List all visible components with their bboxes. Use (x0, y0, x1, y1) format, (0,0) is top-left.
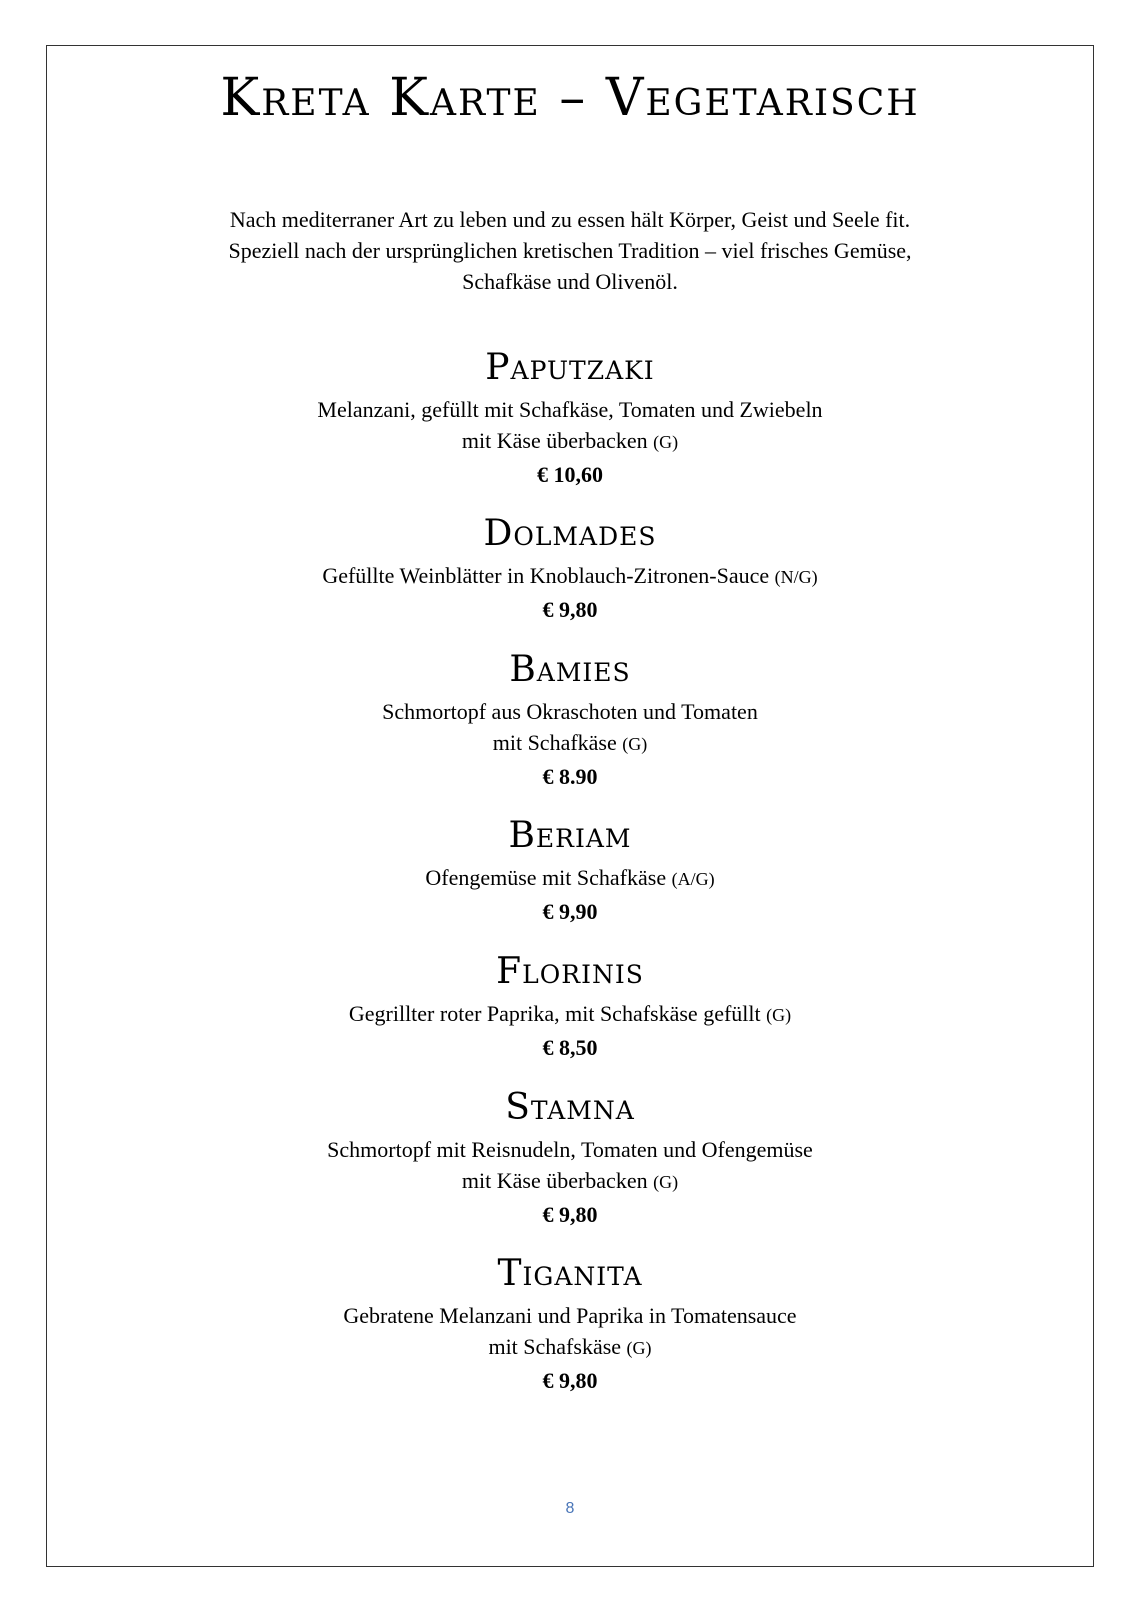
dish-price: € 8.90 (542, 764, 598, 789)
intro-line: Nach mediterraner Art zu leben und zu essen hält Körper, Geist und Seele fit. (229, 207, 911, 232)
dish-description: Gebratene Melanzani und Paprika in Tomatensauce (343, 1303, 797, 1328)
dish-description (0, 1331, 1140, 1364)
dish-description: Schmortopf aus Okraschoten und Tomaten (382, 699, 758, 724)
dish-name: Bamies (509, 649, 631, 690)
dish-name: Florinis (496, 951, 644, 992)
dish-bamies (0, 650, 1140, 794)
dish-beriam (0, 816, 1140, 929)
dish-name: Stamna (505, 1087, 635, 1128)
dish-tiganita (0, 1254, 1140, 1398)
dish-dolmades (0, 514, 1140, 627)
dish-description-line: Gegrillter roter Paprika, mit Schafskäse gefüllt (348, 1001, 761, 1026)
intro-line: Schafkäse und Olivenöl. (462, 269, 678, 294)
allergen-code: (A/G) (671, 869, 715, 889)
dish-name: Tiganita (497, 1253, 643, 1294)
allergen-code: (G) (653, 1172, 679, 1192)
dish-price: € 9,90 (542, 899, 598, 924)
allergen-code: (G) (653, 432, 679, 452)
dish-description (0, 998, 1140, 1031)
allergen-code: (N/G) (774, 567, 818, 587)
dish-name: Beriam (508, 815, 632, 856)
dish-description (0, 862, 1140, 895)
page-number: 8 (565, 1500, 575, 1517)
allergen-code: (G) (626, 1338, 652, 1358)
dish-description (0, 425, 1140, 458)
dish-description (0, 727, 1140, 760)
dish-stamna (0, 1088, 1140, 1232)
dish-name: Paputzaki (485, 347, 655, 388)
allergen-code: (G) (622, 734, 648, 754)
dish-price: € 9,80 (542, 1368, 598, 1393)
dish-price: € 9,80 (542, 597, 598, 622)
dish-price: € 8,50 (542, 1035, 598, 1060)
dish-paputzaki (0, 348, 1140, 492)
dish-name: Dolmades (483, 513, 657, 554)
dish-florinis (0, 952, 1140, 1065)
dish-description-line: Ofengemüse mit Schafkäse (425, 865, 667, 890)
dish-description (0, 560, 1140, 593)
dish-description-line: mit Schafkäse (492, 730, 617, 755)
dish-description-line: mit Schafskäse (488, 1334, 622, 1359)
intro-line: Speziell nach der ursprünglichen kretischen Tradition – viel frisches Gemüse, (228, 238, 912, 263)
dish-description-line: mit Käse überbacken (461, 1168, 648, 1193)
page-title: Kreta Karte – Vegetarisch (220, 68, 920, 128)
dish-description: Melanzani, gefüllt mit Schafkäse, Tomaten und Zwiebeln (317, 397, 823, 422)
dish-description-line: mit Käse überbacken (461, 428, 648, 453)
dish-price: € 10,60 (537, 462, 603, 487)
dish-description: Schmortopf mit Reisnudeln, Tomaten und Ofengemüse (327, 1137, 813, 1162)
dish-price: € 9,80 (542, 1202, 598, 1227)
intro-text (0, 204, 1140, 297)
dish-description (0, 1165, 1140, 1198)
allergen-code: (G) (766, 1005, 792, 1025)
dish-description-line: Gefüllte Weinblätter in Knoblauch-Zitronen-Sauce (322, 563, 770, 588)
